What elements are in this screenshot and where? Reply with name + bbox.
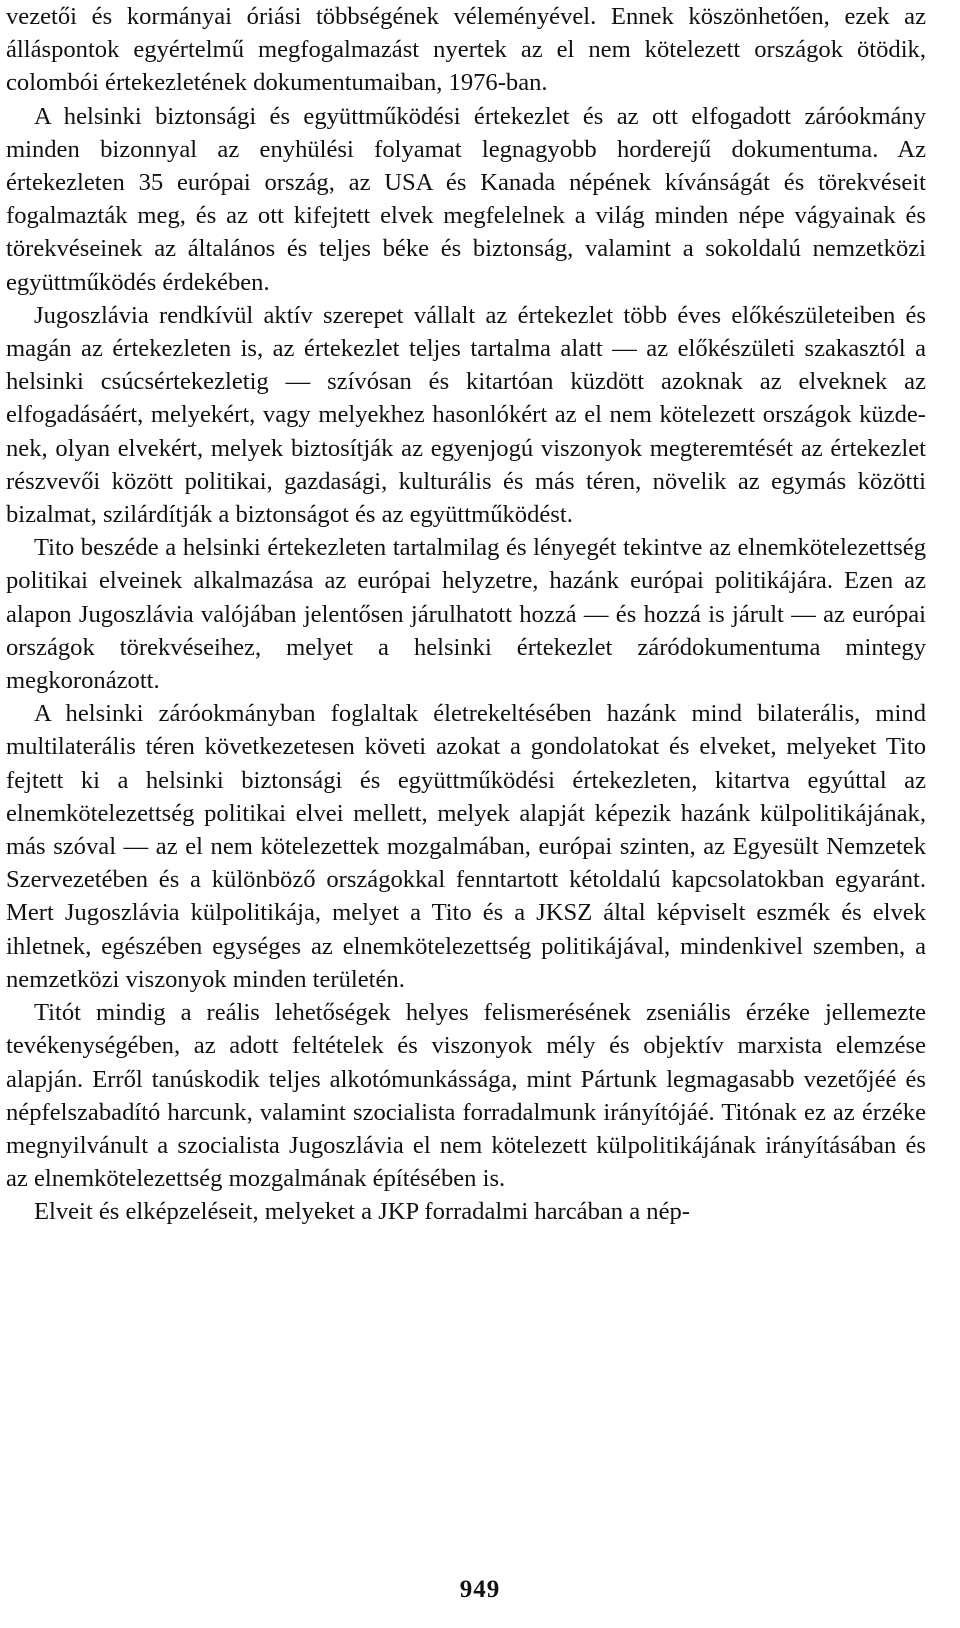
paragraph-tito-sense: Titót mindig a reális lehetőségek helyes felismerésének zseniális érzéke jellemezte tevékenységében, az adott feltételek és viszonyok mély és objektív marxista elemzése alapján. Erről tanúskodik teljes alkotómunkássága, mint Pártunk legmagasabb vezetőjéé és népfelszabadító harcunk, valamint szocialista forradalmunk irányítójáé. Titónak ez az érzéke megnyilvánult a szocialista Jugoszlávia el nem kötelezett külpolitikájának irányításában és az elnemkötelezettség mozgalmának építésében is. xyxy=(6,999,926,1193)
paragraph-yugoslavia-role: Jugoszlávia rendkívül aktív szerepet vállalt az értekezlet több éves előkészületeiben és magán az értekezleten is, az értekezlet teljes tartalma alatt — az előkészületi szakasztól a helsinki csúcsértekezletig — szívósan és kitartóan küzdött azoknak az elveknek az elfogadásáért, melyekért, vagy melyekhez hasonlókért az el nem kötelezett országok küzdenek, olyan elvekért, melyek biztosítják az egyenjogú viszonyok megteremtését az értekezlet részvevői között politikai, gazdasági, kulturális és más téren, növelik az egymás közötti bizalmat, szilárdítják a biztonságot és az együttműködést. xyxy=(6,301,926,529)
paragraph-helsinki-final-act: A helsinki biztonsági és együttműködési értekezlet és az ott elfogadott záróokmány minden bizonnyal az enyhülési folyamat legnagyobb horderejű dokumentuma. Az értekezleten 35 európai ország, az USA és Kanada népének kívánságát és törekvéseit fogalmazták meg, és az ott kifejtett elvek megfelelnek a világ minden népe vágyainak és törekvéseinek az általános és teljes béke és biztonság, valamint a sokoldalú nemzetközi együttműködés érdekében. xyxy=(6,102,926,296)
page-body xyxy=(6,0,926,1229)
page-number: 949 xyxy=(459,1576,501,1603)
paragraph-implementation: A helsinki záróokmányban foglaltak életrekeltésében hazánk mind bilaterális, mind multilaterális téren következetesen követi azokat a gondolatokat és elveket, melyeket Tito fejtett ki a helsinki biztonsági és együttműködési értekezleten, kitartva egyúttal az elnemkötelezettség politikai elvei mellett, melyek alapját képezik hazánk külpolitikájának, más szóval — az el nem kötelezettek mozgalmában, európai szinten, az Egyesült Nemzetek Szervezetében és a különböző országokkal fenntartott kétoldalú kapcsolatokban egyaránt. Mert Jugoszlávia külpolitikája, melyet a Tito és a JKSZ által képviselt eszmék és elvek ihletnek, egészében egységes az elnemkötelezettség politikájával, mindenkivel szemben, a nemzetközi viszonyok minden területén. xyxy=(6,700,926,993)
paragraph-tito-speech: Tito beszéde a helsinki értekezleten tartalmilag és lényegét tekintve az elnemkötelezettség politikai elveinek alkalmazása az európai helyzetre, hazánk európai politikájára. Ezen az alapon Jugoszlávia valójában jelentősen járulhatott hozzá — és hozzá is járult — az európai országok törekvéseihez, melyet a helsinki értekezlet záródokumentuma mintegy megkoronázott. xyxy=(6,534,926,695)
paragraph-last-line: Elveit és elképzeléseit, melyeket a JKP forradalmi harcában a nép- xyxy=(34,1198,690,1226)
paragraph-continuation: vezetői és kormányai óriási többségének véleményével. Ennek köszönhetően, ezek az álláspontok egyértelmű megfogalmazást nyertek az el nem kötelezett országok ötödik, colombói értekezletének dokumentumaiban, 1976-ban. xyxy=(6,3,926,97)
